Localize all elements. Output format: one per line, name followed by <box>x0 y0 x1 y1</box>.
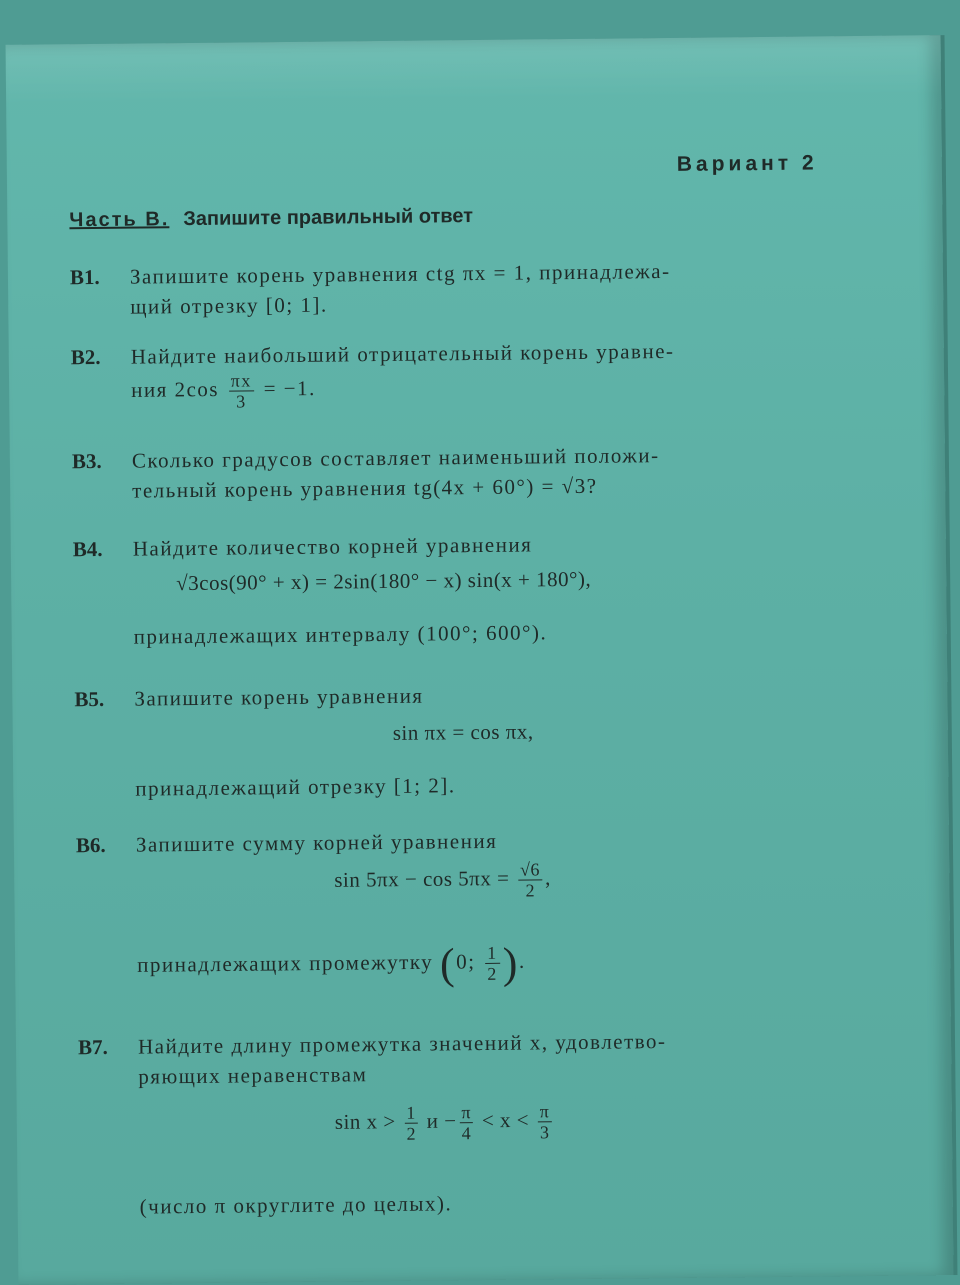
fraction <box>404 1103 418 1144</box>
fraction <box>485 943 500 984</box>
formula-part: < x < <box>481 1107 530 1133</box>
task-line-with-fraction <box>131 363 931 412</box>
task-line: принадлежащий отрезку [1; 2]. <box>135 773 456 801</box>
task-text <box>138 1023 939 1091</box>
task-line: (число π округлите до целых). <box>139 1191 453 1219</box>
formula-prefix: sin 5πx − cos 5πx = <box>334 866 510 892</box>
fraction-denominator: 2 <box>487 963 498 984</box>
task-number: В7. <box>77 1034 108 1060</box>
line-suffix: = −1. <box>263 376 316 401</box>
part-label: Часть В. <box>69 208 170 232</box>
after-prefix: принадлежащих промежутку <box>137 949 434 977</box>
task-text <box>133 525 933 563</box>
task-number: В2. <box>70 344 101 370</box>
task-line: Найдите длину промежутка значений x, удовлетво- <box>137 1029 667 1059</box>
task-text <box>134 675 934 713</box>
line-prefix: ния 2cos <box>131 377 220 402</box>
formula-part: и − <box>426 1108 457 1133</box>
fraction-denominator: 3 <box>539 1122 550 1143</box>
worksheet-page <box>6 35 954 1285</box>
fraction <box>518 859 542 900</box>
fraction <box>538 1101 552 1142</box>
task-text <box>131 333 932 412</box>
task-line: Найдите наибольший отрицательный корень уравне- <box>130 338 675 369</box>
task-text <box>132 437 933 505</box>
variant-title: Вариант 2 <box>676 151 818 176</box>
fraction-denominator: 2 <box>406 1123 417 1144</box>
task-line: тельный корень уравнения tg(4x + 60°) = √3? <box>132 473 598 503</box>
fraction-denominator: 4 <box>461 1123 472 1144</box>
interval-left: 0; <box>455 949 476 974</box>
fraction-denominator: 2 <box>525 880 536 901</box>
task-line: принадлежащих интервалу (100°; 600°). <box>133 620 548 649</box>
fraction-numerator: π <box>459 1102 473 1123</box>
part-heading <box>69 205 473 232</box>
fraction <box>229 370 255 411</box>
task-line: Найдите количество корней уравнения <box>132 532 533 561</box>
task-number: В6. <box>75 832 106 858</box>
task-b6-after <box>137 938 526 993</box>
fraction-numerator: π <box>538 1101 552 1122</box>
task-line: Сколько градусов составляет наименьший положи- <box>131 443 660 473</box>
task-number: В1. <box>69 264 100 290</box>
left-paren: ( <box>439 939 457 989</box>
task-line: Запишите корень уравнения <box>134 683 424 711</box>
right-paren: ) <box>502 938 520 988</box>
task-line: ряющих неравенствам <box>138 1062 368 1089</box>
formula-part: sin x > <box>334 1109 396 1134</box>
after-suffix: . <box>518 948 526 973</box>
task-line: Запишите корень уравнения ctg πx = 1, принадлежа- <box>129 258 671 289</box>
task-text <box>130 253 931 321</box>
fraction-numerator: 1 <box>404 1103 418 1124</box>
task-text <box>134 613 934 651</box>
task-number: В3. <box>71 448 102 474</box>
task-b7-formula <box>335 1101 555 1144</box>
fraction-numerator: √6 <box>518 859 542 880</box>
task-b4-formula: √3cos(90° + x) = 2sin(180° − x) sin(x + 180°), <box>176 566 592 596</box>
part-instruction: Запишите правильный ответ <box>183 205 474 231</box>
task-text <box>135 765 935 803</box>
task-b5-formula: sin πx = cos πx, <box>392 719 534 745</box>
task-number: В4. <box>72 536 103 562</box>
fraction-numerator: 1 <box>485 943 500 964</box>
task-line: Запишите сумму корней уравнения <box>135 828 498 857</box>
task-text <box>140 1183 940 1221</box>
task-line: щий отрезку [0; 1]. <box>130 292 328 319</box>
fraction <box>459 1102 473 1143</box>
page-content <box>6 35 954 1285</box>
task-number: В5. <box>74 686 105 712</box>
fraction-denominator: 3 <box>236 391 247 412</box>
formula-suffix: , <box>544 865 551 890</box>
task-b6-formula <box>334 859 551 902</box>
task-text <box>136 821 936 859</box>
fraction-numerator: πx <box>229 370 254 391</box>
